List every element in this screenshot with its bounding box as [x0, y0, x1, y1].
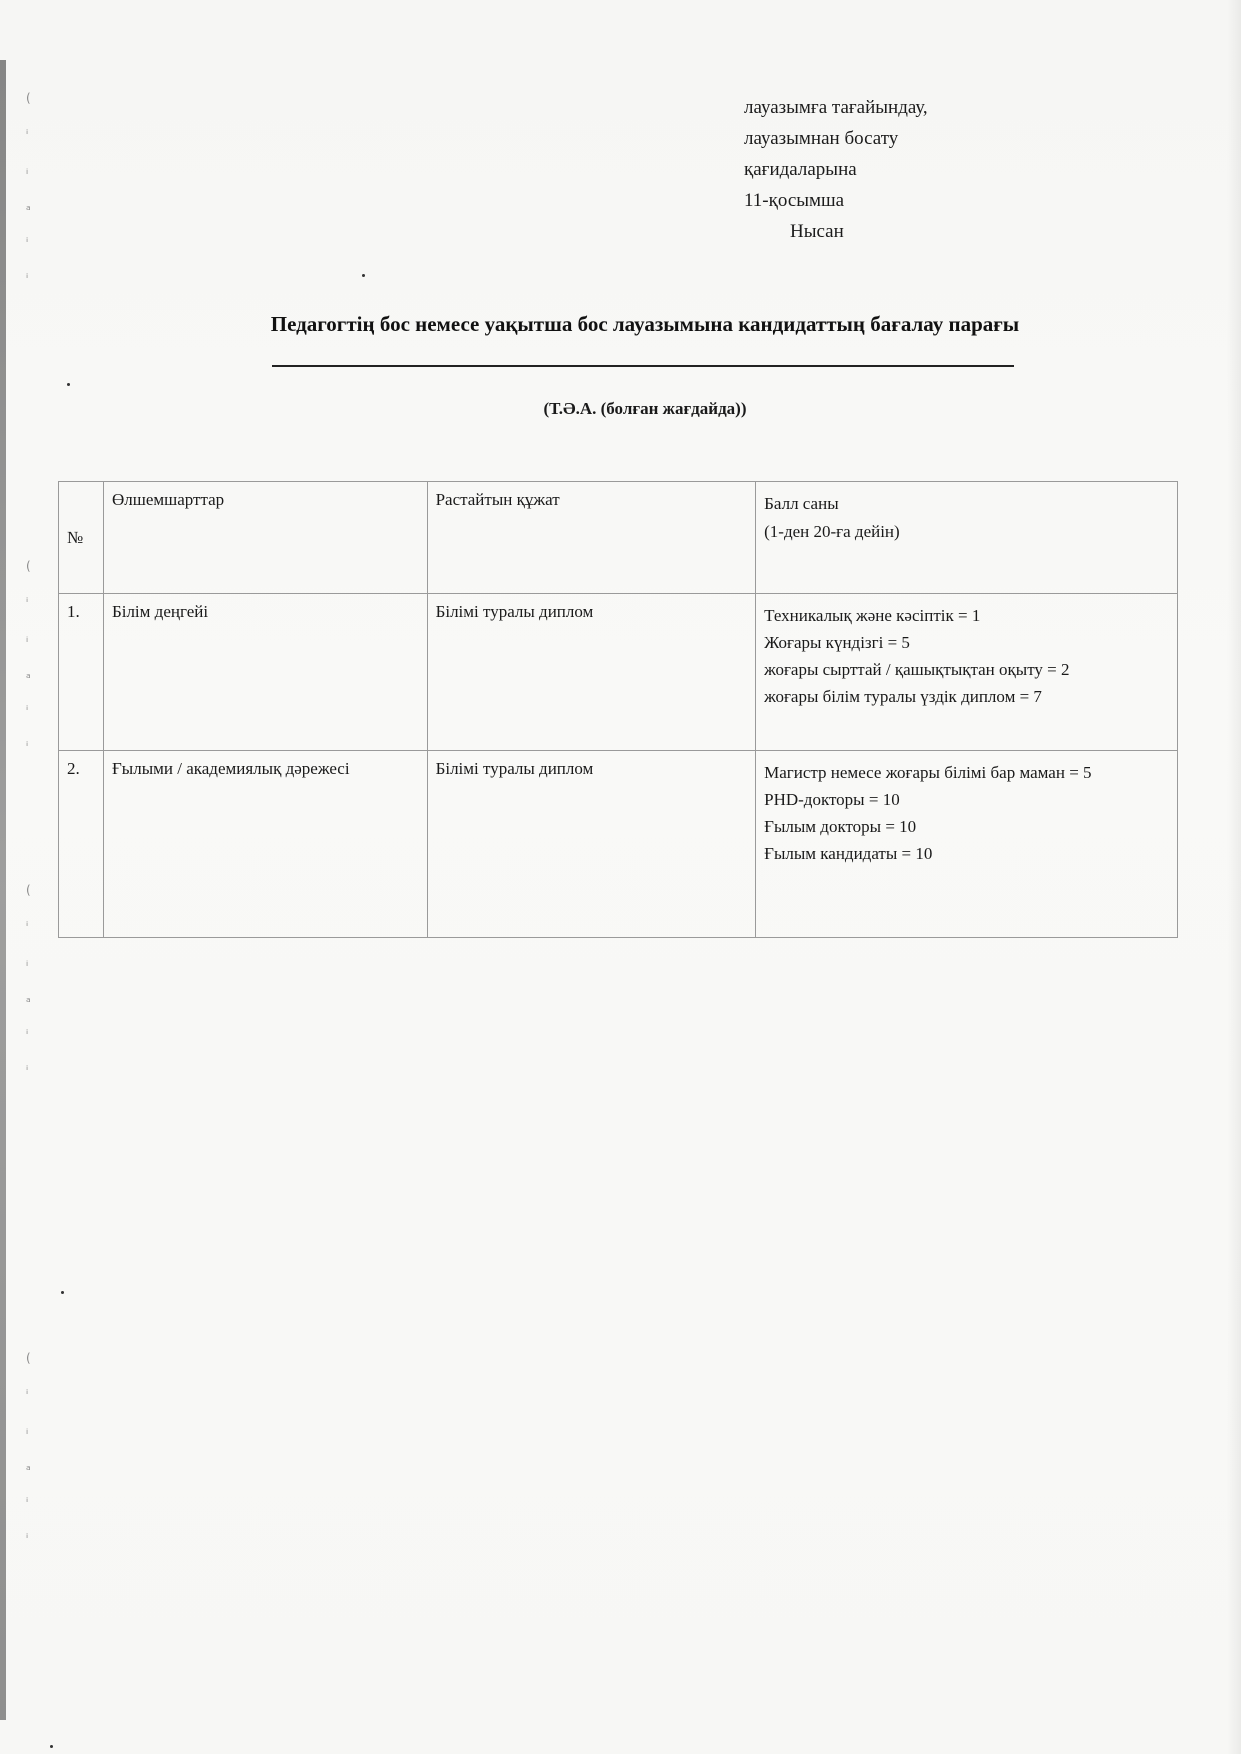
- score-item: Ғылым кандидаты = 10: [764, 844, 933, 863]
- score-item: PHD-докторы = 10: [764, 790, 900, 809]
- binding-edge: [0, 60, 6, 1720]
- stamp-line: 11-қосымша: [744, 190, 845, 211]
- name-caption: (Т.Ә.А. (болған жағдайда)): [543, 399, 747, 418]
- row-document: Білімі туралы диплом: [427, 594, 756, 751]
- stamp-line: лауазымға тағайындау,: [744, 97, 928, 118]
- row-scores: [756, 751, 1178, 938]
- header-document: Растайтын құжат: [427, 482, 756, 594]
- header-score: [756, 482, 1178, 594]
- row-scores: [756, 594, 1178, 751]
- evaluation-table: [58, 481, 1178, 938]
- stamp-line: қағидаларына: [744, 159, 857, 180]
- scan-speck: [362, 274, 365, 277]
- score-item: Магистр немесе жоғары білімі бар маман = 5: [764, 763, 1092, 782]
- row-num: 2.: [59, 751, 104, 938]
- table-header-row: [59, 482, 1178, 594]
- appendix-stamp: [744, 92, 928, 247]
- header-num: №: [59, 482, 104, 594]
- scan-speck: [50, 1745, 53, 1748]
- row-criteria: Білім деңгейі: [103, 594, 427, 751]
- score-item: жоғары сырттай / қашықтықтан оқыту = 2: [764, 660, 1070, 679]
- row-num: 1.: [59, 594, 104, 751]
- binding-marks: ( ⁱ ᵢ ₐ ⁱ ⁱ ( ⁱ ᵢ ₐ ⁱ ⁱ ( ⁱ ᵢ ₐ ⁱ ⁱ ( ⁱ ᵢ ₐ ⁱ ⁱ: [26, 91, 31, 1545]
- row-criteria: Ғылыми / академиялық дәрежесі: [103, 751, 427, 938]
- score-item: жоғары білім туралы үздік диплом = 7: [764, 687, 1042, 706]
- document-title: Педагогтің бос немесе уақытша бос лауазымына кандидаттың бағалау парағы: [270, 312, 1020, 336]
- stamp-line: лауазымнан босату: [744, 128, 899, 149]
- score-item: Техникалық және кәсіптік = 1: [764, 606, 981, 625]
- scan-shadow: [1227, 0, 1241, 1754]
- form-label: Нысан: [790, 221, 844, 242]
- header-score-range: (1-ден 20-ға дейін): [764, 522, 900, 541]
- header-criteria: Өлшемшарттар: [103, 482, 427, 594]
- table-row: [59, 751, 1178, 938]
- name-fill-line: [272, 365, 1014, 367]
- scan-speck: [61, 1291, 64, 1294]
- table-row: [59, 594, 1178, 751]
- row-document: Білімі туралы диплом: [427, 751, 756, 938]
- score-item: Жоғары күндізгі = 5: [764, 633, 910, 652]
- header-score-title: Балл саны: [764, 494, 839, 513]
- score-item: Ғылым докторы = 10: [764, 817, 917, 836]
- scan-speck: [67, 383, 70, 386]
